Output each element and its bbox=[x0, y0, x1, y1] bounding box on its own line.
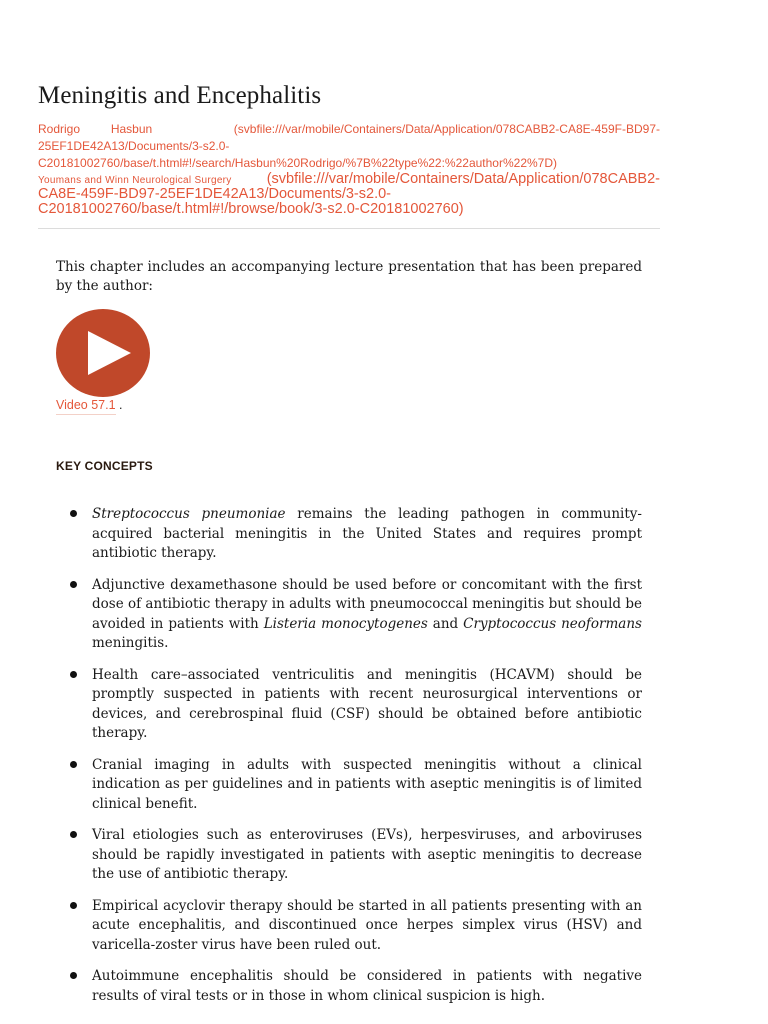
bullet-icon bbox=[70, 581, 77, 588]
video-play-button[interactable] bbox=[56, 309, 150, 397]
list-item bbox=[56, 826, 642, 885]
book-url-part3[interactable]: C20181002760/base/t.html#!/browse/book/3-s2.0-C20181002760) bbox=[38, 201, 464, 217]
bullet-icon bbox=[70, 831, 77, 838]
concept-text: remains the leading pathogen in community-acquired bacterial meningitis in the United States and requires prompt antibiotic therapy. bbox=[92, 506, 642, 561]
video-caption bbox=[56, 398, 123, 412]
header-divider bbox=[38, 228, 660, 229]
author-first-name[interactable]: Rodrigo bbox=[38, 122, 81, 136]
chapter-title: Meningitis and Encephalitis bbox=[38, 82, 322, 109]
play-icon bbox=[56, 309, 150, 397]
author-last-name[interactable]: Hasbun bbox=[110, 122, 153, 136]
italic-term: Listeria monocytogenes bbox=[263, 615, 428, 632]
book-link[interactable] bbox=[38, 172, 660, 217]
concept-text: Empirical acyclovir therapy should be started in all patients presenting with an acute encephalitis, and discontinued once herpes simplex virus (HSV) and varicella-zoster virus have been ruled out. bbox=[92, 897, 642, 953]
book-url-part1[interactable]: (svbfile:///var/mobile/Containers/Data/Application/078CABB2- bbox=[266, 171, 660, 187]
concept-text: Cranial imaging in adults with suspected meningitis without a clinical indication as per guidelines and in patients with aseptic meningitis is of limited clinical benefit. bbox=[92, 756, 642, 812]
key-concepts-heading: KEY CONCEPTS bbox=[56, 459, 153, 473]
concept-text: Autoimmune encephalitis should be considered in patients with negative results of viral tests or in those in whom clinical suspicion is high. bbox=[92, 968, 642, 1004]
video-caption-suffix: . bbox=[115, 398, 123, 412]
list-item bbox=[56, 897, 642, 956]
author-link[interactable] bbox=[38, 121, 660, 172]
bullet-icon bbox=[70, 902, 77, 909]
concept-text: meningitis. bbox=[92, 635, 169, 651]
bullet-icon bbox=[70, 972, 77, 979]
concept-text: Adjunctive dexamethasone should be used before or concomitant with the first dose of antibiotic therapy in adults with pneumococcal meningitis but should be avoided in patients with bbox=[92, 576, 642, 632]
italic-term: Streptococcus pneumoniae bbox=[92, 506, 286, 522]
bullet-icon bbox=[70, 671, 77, 678]
key-concepts-list bbox=[56, 505, 642, 1018]
intro-text: This chapter includes an accompanying lecture presentation that has been prepared by the author: bbox=[56, 259, 642, 294]
author-url-part3[interactable]: C20181002760/base/t.html#!/search/Hasbun%20Rodrigo/%7B%22type%22:%22author%22%7D) bbox=[38, 156, 557, 170]
concept-text: and bbox=[427, 615, 464, 632]
concept-text: Viral etiologies such as enteroviruses (EVs), herpesviruses, and arboviruses should be rapidly investigated in patients with aseptic meningitis to decrease the use of antibiotic therapy. bbox=[92, 827, 642, 882]
list-item bbox=[56, 576, 642, 654]
book-title[interactable]: Youmans and Winn Neurological Surgery bbox=[38, 175, 232, 186]
list-item bbox=[56, 505, 642, 564]
list-item bbox=[56, 756, 642, 815]
author-url-part2[interactable]: 25EF1DE42A13/Documents/3-s2.0- bbox=[38, 139, 230, 153]
bullet-icon bbox=[70, 510, 77, 517]
concept-text: Health care–associated ventriculitis and meningitis (HCAVM) should be promptly suspected in patients with recent neurosurgical interventions or devices, and cerebrospinal fluid (CSF) should be obtained before antibiotic therapy. bbox=[92, 666, 642, 741]
book-url-part2[interactable]: CA8E-459F-BD97-25EF1DE42A13/Documents/3-s2.0- bbox=[38, 186, 391, 202]
list-item bbox=[56, 666, 642, 744]
italic-term: Cryptococcus neoformans bbox=[463, 615, 642, 632]
list-item bbox=[56, 967, 642, 1006]
video-link[interactable]: Video 57.1 bbox=[56, 398, 116, 415]
bullet-icon bbox=[70, 761, 77, 768]
author-url-part1[interactable]: (svbfile:///var/mobile/Containers/Data/Application/078CABB2-CA8E-459F-BD97- bbox=[233, 122, 660, 136]
